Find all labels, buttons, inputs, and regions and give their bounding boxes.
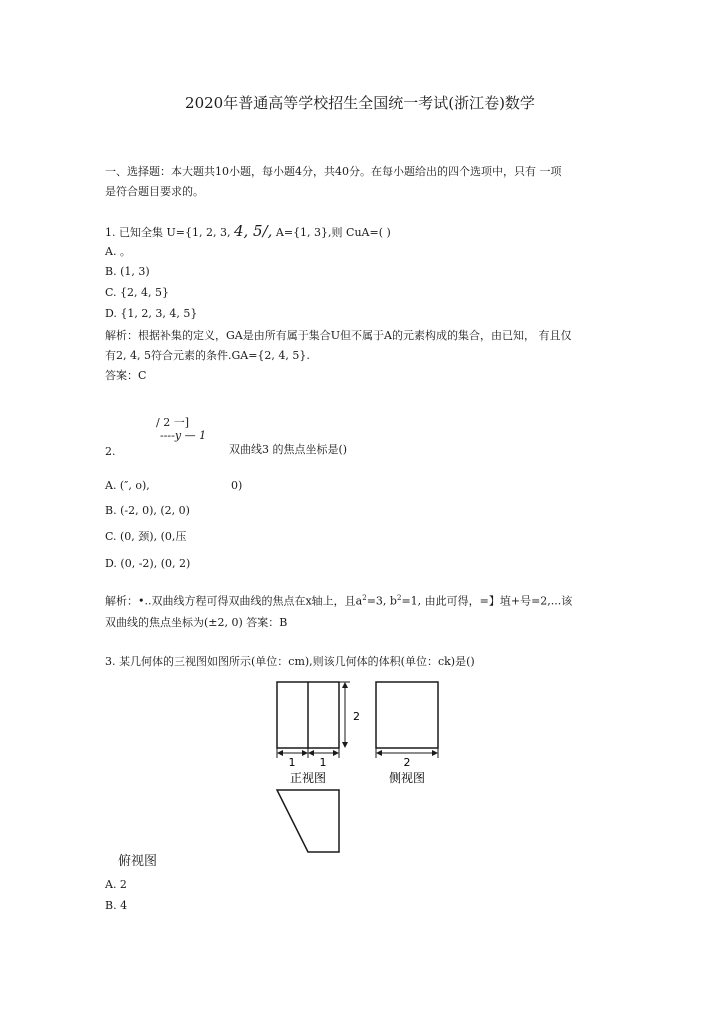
page-title: 2020年普通高等学校招生全国统一考试(浙江卷)数学	[185, 94, 535, 112]
front-dim-1-label: 1	[288, 756, 296, 769]
height-dim-label: 2	[353, 710, 360, 723]
q2-analysis-part-c: =1, 由此可得，=】埴+号=2,...该	[401, 594, 573, 608]
q2-stem: 双曲线3 的焦点坐标是()	[229, 443, 348, 456]
q2-formula-top: / 2 一]	[156, 416, 189, 429]
side-dim-label: 2	[403, 756, 411, 769]
front-view	[277, 682, 339, 748]
q3-option-a: A. 2	[105, 878, 127, 891]
q2-option-c: C. (0, 颈), (0,压	[105, 530, 187, 543]
q2-option-a: A. (″, o),	[105, 479, 150, 492]
front-view-width-dimension	[277, 748, 339, 758]
top-view	[277, 790, 339, 852]
q1-option-a: A. 。	[105, 245, 131, 258]
q2-option-a-tail: 0)	[231, 479, 243, 492]
q2-option-b: B. (-2, 0), (2, 0)	[105, 504, 190, 517]
side-view	[376, 682, 438, 748]
side-view-label: 侧视图	[388, 771, 426, 785]
q1-stem-part-a: 1. 已知全集 U={1, 2, 3,	[105, 226, 234, 239]
q1-stem-part-b: A={1, 3},则 CuA=( )	[272, 226, 391, 239]
q2-option-d: D. (0, -2), (0, 2)	[105, 557, 191, 570]
q1-analysis-line-1: 解析：根据补集的定义，GA是由所有属于集合U但不属于A的元素构成的集合，由已知， 有且仅	[105, 329, 572, 342]
q1-stem	[105, 224, 391, 240]
q2-formula-bottom: ----y — 1	[160, 429, 207, 442]
q1-stem-handwritten: 4, 5/,	[233, 222, 273, 240]
q3-option-b: B. 4	[105, 899, 128, 912]
front-view-height-dimension	[339, 682, 350, 747]
front-dim-2-label: 1	[319, 756, 327, 769]
q2-analysis-exponent-2: 2	[396, 594, 402, 602]
q2-analysis-line-1	[105, 591, 572, 609]
section-instructions-line-1: 一、选择题：本大题共10小题，每小题4分，共40分。在每小题给出的四个选项中，只有 一项	[105, 165, 562, 178]
q3-stem: 3. 某几何体的三视图如图所示(单位：cm),则该几何体的体积(单位：ck)是()	[105, 655, 475, 668]
q2-analysis-part-a: 解析：•..双曲线方程可得双曲线的焦点在x轴上，且a	[105, 594, 363, 608]
q1-option-c: C. {2, 4, 5}	[105, 286, 169, 299]
section-instructions-line-2: 是符合题目要求的。	[105, 185, 204, 198]
q2-number: 2.	[105, 445, 116, 458]
q1-answer: 答案：C	[105, 369, 147, 382]
q2-analysis-line-2: 双曲线的焦点坐标为(±2, 0) 答案：B	[105, 616, 288, 629]
q1-analysis-line-2: 有2, 4, 5符合元素的条件.GA={2, 4, 5}.	[105, 349, 310, 362]
q2-analysis-part-b: =3, b	[366, 594, 397, 608]
q1-option-d: D. {1, 2, 3, 4, 5}	[105, 307, 198, 320]
three-view-figure	[270, 678, 450, 858]
q1-option-b: B. (1, 3)	[105, 265, 150, 278]
front-view-label: 正视图	[289, 771, 327, 785]
top-view-label: 俯视图	[118, 854, 158, 869]
q2-analysis-exponent-1: 2	[362, 594, 367, 602]
